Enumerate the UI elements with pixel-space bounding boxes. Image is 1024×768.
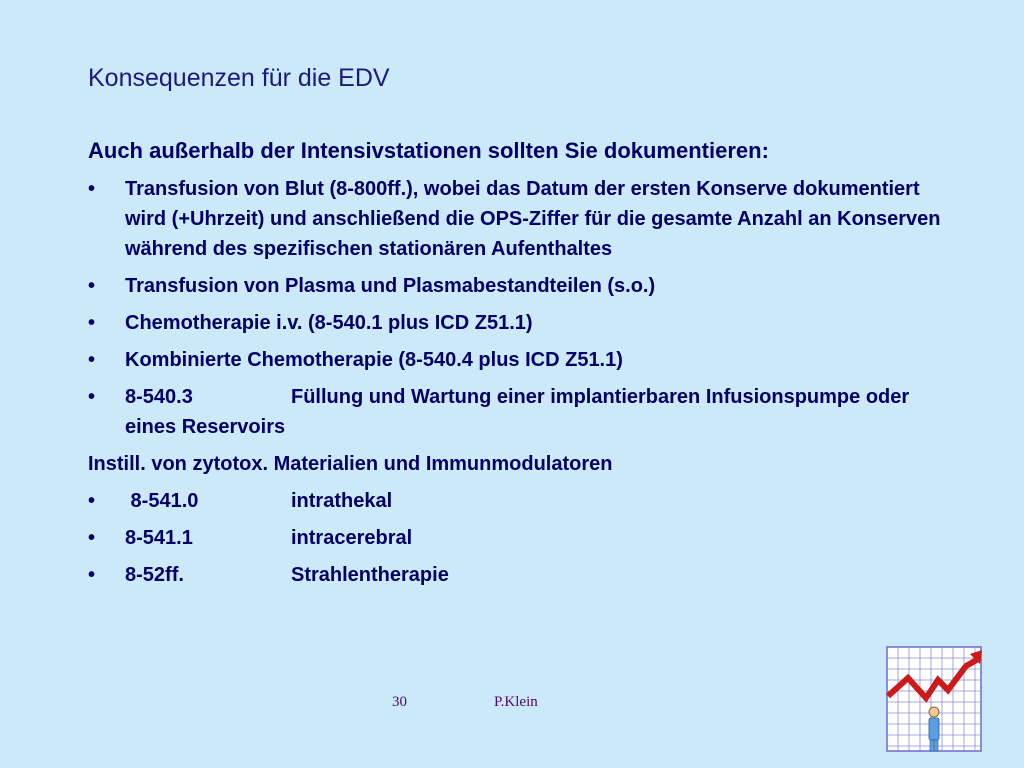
list-item [88,308,948,338]
bullet: • [88,386,96,408]
list-item [88,174,948,264]
ops-code: 8-541.0 [125,490,199,512]
intro-text: Auch außerhalb der Intensivstationen sollten Sie dokumentieren: [88,138,769,163]
author-name: P.Klein [494,694,538,710]
ops-description: Strahlentherapie [291,564,449,586]
ops-code: 8-52ff. [125,564,184,586]
ops-code: 8-541.1 [125,527,193,549]
list-item-text: Transfusion von Plasma und Plasmabestandteilen (s.o.) [125,275,656,297]
ops-code: 8-540.3 [125,386,193,408]
slide-title: Konsequenzen für die EDV [88,64,390,92]
subheading: Instill. von zytotox. Materialien und Immunmodulatoren [88,453,613,475]
page-number: 30 [392,694,407,710]
list-item-text: Transfusion von Blut (8-800ff.), wobei das Datum der ersten Konserve dokumentiert wird (+Uhrzeit) und anschließend die OPS-Ziffer für die gesamte Anzahl an Konserven während des spezifischen stationären Aufenthaltes [125,178,941,260]
bullet: • [88,275,96,297]
bullet: • [88,490,96,512]
ops-description: Füllung und Wartung einer implantierbaren Infusionspumpe oder eines Reservoirs [125,386,910,438]
bullet: • [88,178,96,200]
bullet: • [88,527,96,549]
list-item [88,486,948,516]
bullet: • [88,349,96,371]
bullet: • [88,312,96,334]
list-item [88,382,948,442]
list-item-text: Kombinierte Chemotherapie (8-540.4 plus ICD Z51.1) [125,349,623,371]
list-item-text: Chemotherapie i.v. (8-540.1 plus ICD Z51.1) [125,312,533,334]
list-item [88,345,948,375]
chart-with-person-icon [886,646,982,752]
ops-description: intracerebral [291,527,413,549]
list-item [88,523,948,553]
bullet: • [88,564,96,586]
list-item [88,271,948,301]
ops-description: intrathekal [291,490,393,512]
list-item [88,560,948,590]
slide-content [88,134,948,597]
